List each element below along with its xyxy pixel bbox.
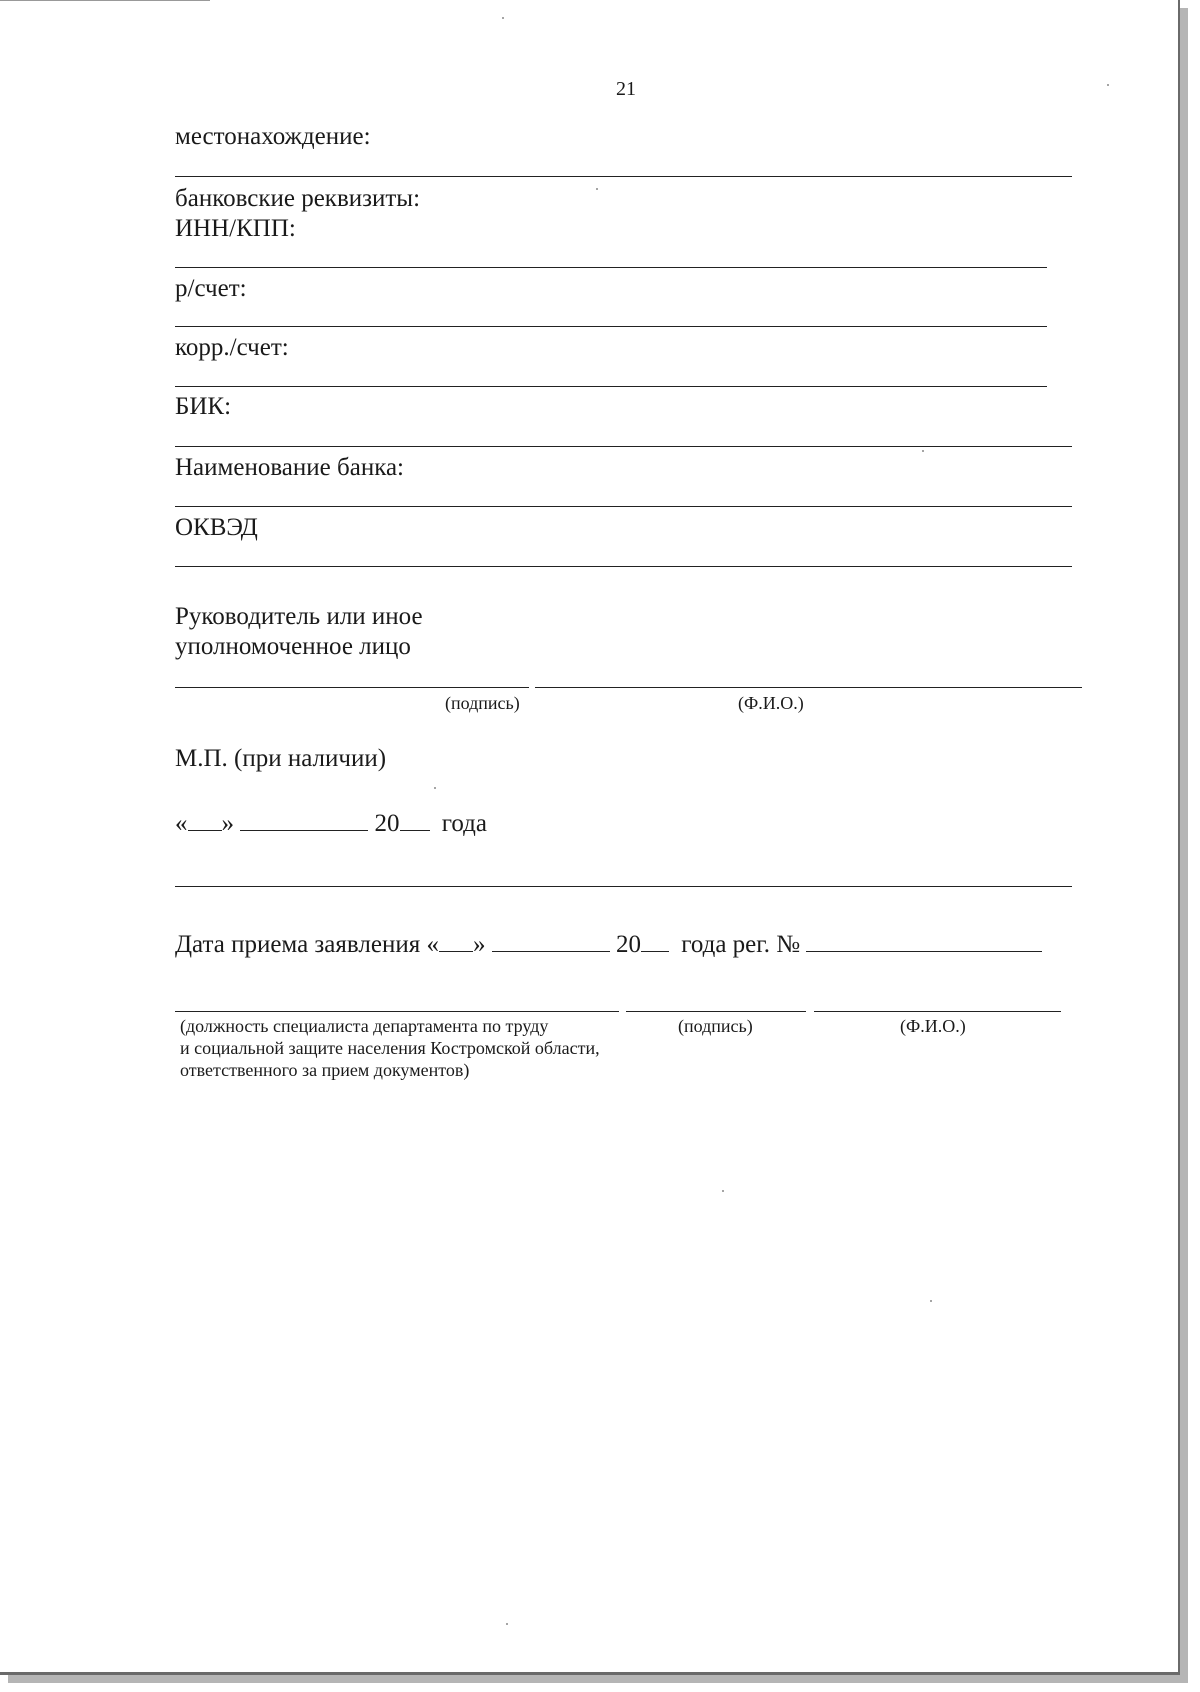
date-year-suffix: года [441,810,487,837]
specialist-signature-caption: (подпись) [678,1016,753,1036]
scan-edge [0,0,210,1]
scan-speck [930,1300,932,1302]
account-label: р/счет: [175,275,247,302]
bik-line[interactable] [175,446,1072,447]
stamp-label: М.П. (при наличии) [175,745,387,772]
corr-account-line[interactable] [175,386,1047,387]
separator-line [175,886,1072,887]
specialist-position-caption-2: и социальной защите населения Костромской области, [180,1038,600,1058]
specialist-position-caption-3: ответственного за прием документов) [180,1060,470,1080]
bik-label: БИК: [175,393,232,420]
scan-speck [506,1623,508,1625]
specialist-signature-line[interactable] [626,1011,806,1012]
head-name-caption: (Ф.И.О.) [738,693,804,713]
receipt-row [175,925,1042,960]
date-row [175,804,487,839]
date-day-blank[interactable] [188,804,222,831]
specialist-name-line[interactable] [814,1011,1061,1012]
head-label-line2: уполномоченное лицо [175,633,411,660]
scan-speck [722,1190,724,1192]
receipt-reg-label: года рег. № [681,931,801,958]
scan-speck [434,787,436,789]
date-close-quote: » [221,810,234,837]
receipt-day-blank[interactable] [439,925,473,952]
location-line[interactable] [175,176,1072,177]
bank-name-line[interactable] [175,506,1072,507]
date-year-blank[interactable] [400,804,430,831]
date-month-blank[interactable] [240,804,368,831]
receipt-year-prefix: 20 [615,931,641,958]
account-line[interactable] [175,326,1047,327]
scan-speck [502,17,504,19]
bank-name-label: Наименование банка: [175,454,405,481]
receipt-reg-number-blank[interactable] [806,925,1042,952]
head-label-line1: Руководитель или иное [175,603,423,630]
scan-speck [596,188,598,190]
specialist-position-caption-1: (должность специалиста департамента по труду [180,1016,549,1036]
head-signature-caption: (подпись) [445,693,520,713]
receipt-label: Дата приема заявления « [175,931,439,958]
date-open-quote: « [175,810,188,837]
head-name-line[interactable] [535,687,1082,688]
inn-kpp-label: ИНН/КПП: [175,215,296,242]
specialist-position-line[interactable] [175,1011,619,1012]
page-number: 21 [616,78,636,100]
receipt-month-blank[interactable] [492,925,610,952]
location-label: местонахождение: [175,123,371,150]
corr-account-label: корр./счет: [175,334,289,361]
scan-speck [1107,84,1109,86]
date-year-prefix: 20 [374,810,400,837]
scan-speck [922,450,924,452]
inn-kpp-line[interactable] [175,267,1047,268]
okved-label: ОКВЭД [175,514,258,541]
head-signature-line[interactable] [175,687,529,688]
specialist-name-caption: (Ф.И.О.) [900,1016,966,1036]
bank-details-label: банковские реквизиты: [175,185,421,212]
okved-line[interactable] [175,566,1072,567]
receipt-close-quote: » [472,931,486,958]
receipt-year-blank[interactable] [641,925,669,952]
